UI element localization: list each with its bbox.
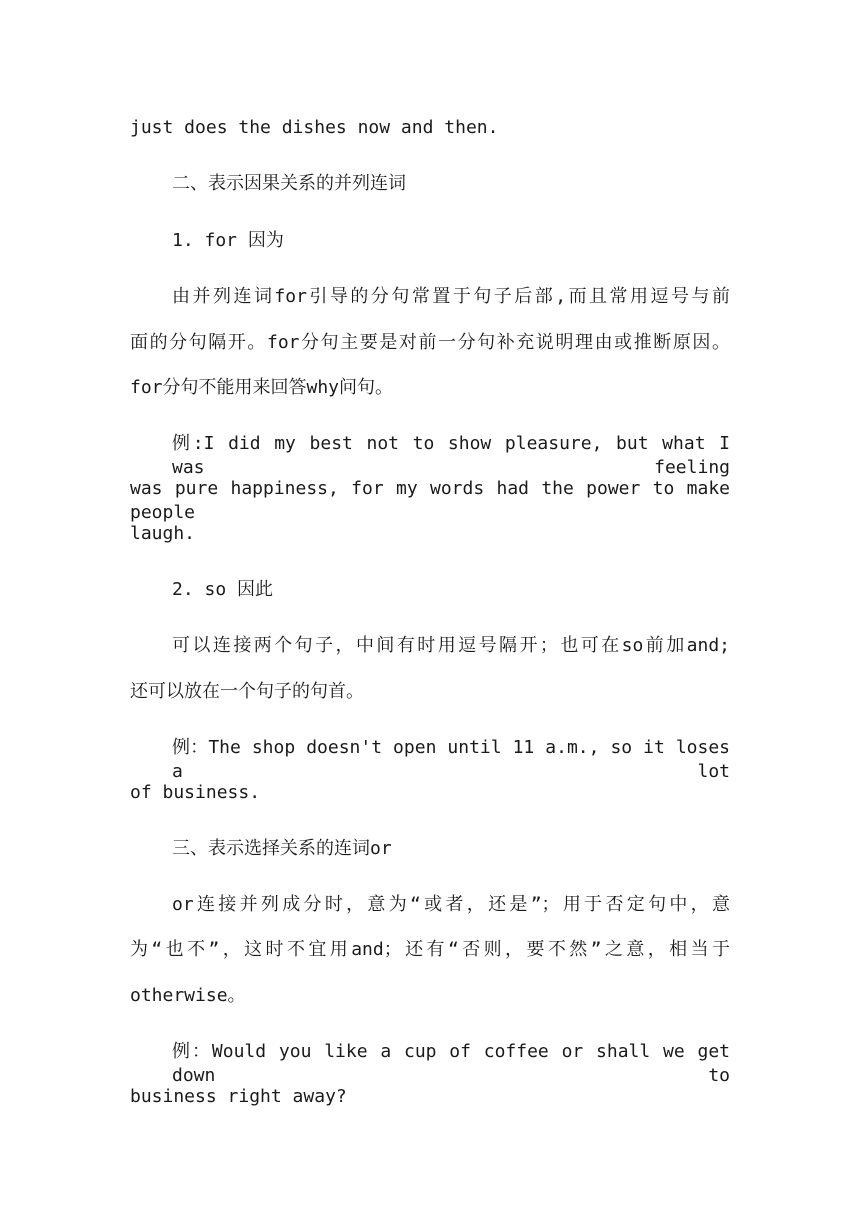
subsection-heading: 2. so 因此 <box>172 579 274 600</box>
example-line: 例：Would you like a cup of coffee or shall we get down to <box>172 1041 730 1086</box>
paragraph-line: 由并列连词for引导的分句常置于句子后部,而且常用逗号与前 <box>172 286 730 307</box>
paragraph-line: 面的分句隔开。for分句主要是对前一分句补充说明理由或推断原因。 <box>130 332 730 353</box>
example-line: business right away? <box>130 1086 347 1107</box>
paragraph-line: otherwise。 <box>130 985 246 1006</box>
paragraph-line: 为“也不”，这时不宜用and；还有“否则，要不然”之意，相当于 <box>130 939 730 960</box>
example-line: 例：The shop doesn't open until 11 a.m., so it loses a lot <box>172 737 730 782</box>
example-line: laugh. <box>130 523 196 544</box>
paragraph-line: just does the dishes now and then. <box>130 117 499 138</box>
subsection-heading: 1. for 因为 <box>172 230 284 251</box>
example-line: 例:I did my best not to show pleasure, but what I was feeling <box>172 433 730 478</box>
section-heading: 三、表示选择关系的连词or <box>172 838 392 859</box>
section-heading: 二、表示因果关系的并列连词 <box>172 173 406 194</box>
example-line: was pure happiness, for my words had the power to make people <box>130 478 730 523</box>
paragraph-line: for分句不能用来回答why问句。 <box>130 377 394 398</box>
paragraph-line: 可以连接两个句子，中间有时用逗号隔开；也可在so前加and; <box>172 635 730 656</box>
paragraph-line: 还可以放在一个句子的句首。 <box>130 681 364 702</box>
paragraph-line: or连接并列成分时，意为“或者，还是”；用于否定句中，意 <box>172 894 730 915</box>
example-line: of business. <box>130 782 261 803</box>
